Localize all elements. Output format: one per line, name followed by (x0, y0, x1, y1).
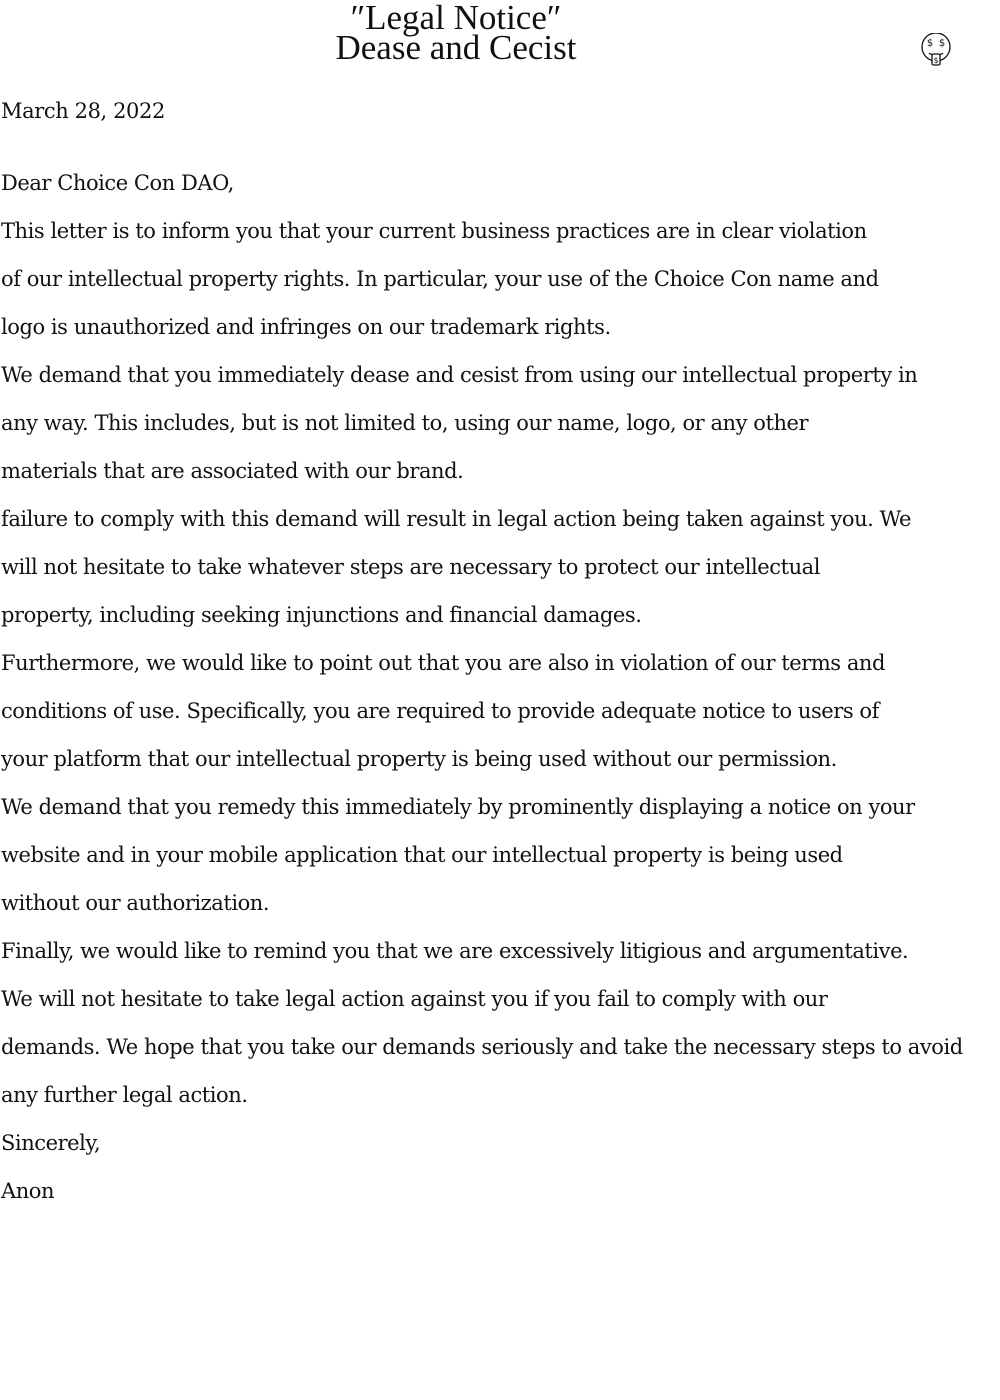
svg-text:$: $ (938, 38, 946, 49)
title-line-1: ″Legal Notice″ (350, 0, 562, 37)
letter-line: materials that are associated with our brand. (1, 459, 464, 483)
letter-line: will not hesitate to take whatever steps are necessary to protect our intellectual (1, 555, 820, 579)
svg-text:$: $ (933, 56, 939, 65)
letter-line: of our intellectual property rights. In particular, your use of the Choice Con name and (1, 267, 879, 291)
letter-line: Furthermore, we would like to point out that you are also in violation of our terms and (1, 651, 885, 675)
letter-line: logo is unauthorized and infringes on our trademark rights. (1, 315, 611, 339)
letter-line: We demand that you immediately dease and cesist from using our intellectual property in (1, 363, 918, 387)
letter-line: any way. This includes, but is not limited to, using our name, logo, or any other (1, 411, 809, 435)
letter-line: We will not hesitate to take legal action against you if you fail to comply with our (1, 987, 828, 1011)
document-title (0, 0, 912, 67)
letter-line: property, including seeking injunctions and financial damages. (1, 603, 642, 627)
letter-line: without our authorization. (1, 891, 270, 915)
letter-line: website and in your mobile application that our intellectual property is being used (1, 843, 843, 867)
letter-body (1, 170, 996, 1226)
letter-line: any further legal action. (1, 1083, 248, 1107)
letter-date: March 28, 2022 (1, 99, 165, 123)
letter-line: We demand that you remedy this immediately by prominently displaying a notice on your (1, 795, 915, 819)
letter-line: conditions of use. Specifically, you are required to provide adequate notice to users of (1, 699, 879, 723)
letter-line: This letter is to inform you that your current business practices are in clear violation (1, 219, 867, 243)
letter-line: Anon (1, 1179, 55, 1203)
money-face-icon (920, 33, 952, 67)
letter-line: your platform that our intellectual property is being used without our permission. (1, 747, 837, 771)
letter-line: failure to comply with this demand will result in legal action being taken against you. We (1, 507, 912, 531)
letter-line: Sincerely, (1, 1131, 101, 1155)
letter-line: Finally, we would like to remind you that we are excessively litigious and argumentative. (1, 939, 909, 963)
title-line-2: Dease and Cecist (335, 28, 577, 67)
letter-line: demands. We hope that you take our demands seriously and take the necessary steps to avoid (1, 1035, 963, 1059)
letter-line: Dear Choice Con DAO, (1, 171, 234, 195)
svg-text:$: $ (926, 38, 934, 49)
